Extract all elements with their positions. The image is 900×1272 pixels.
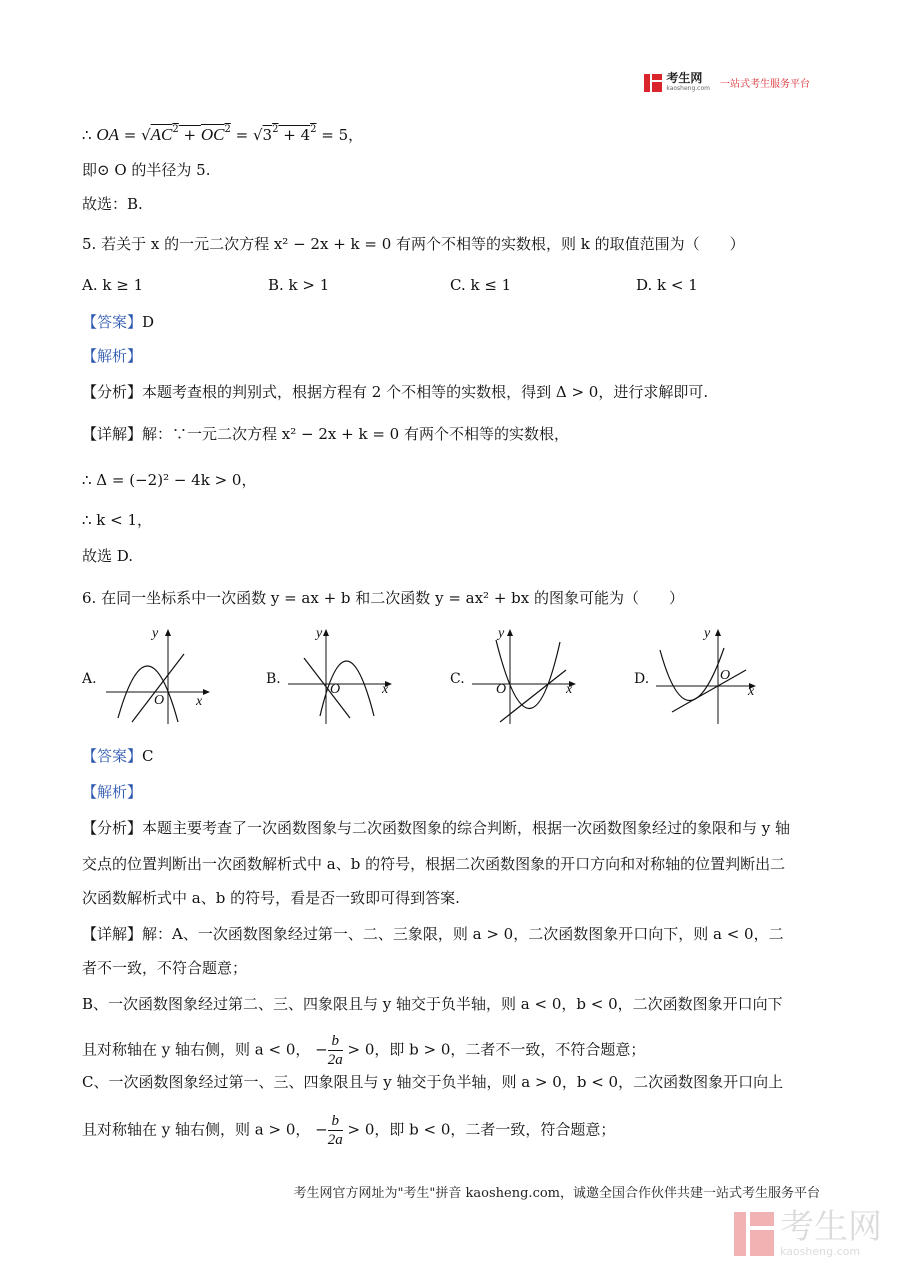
q5-end: 故选 D. [82, 547, 134, 565]
graph-a [104, 626, 214, 726]
q6-analysis-tag: 【解析】 [82, 783, 143, 801]
q6-fenxi-1 [82, 818, 790, 838]
watermark-sub: kaosheng.com [780, 1245, 861, 1258]
q6-answer-value: C [142, 747, 154, 765]
q6-detail-b-1: B、一次函数图象经过第二、三、四象限且与 y 轴交于负半轴，则 a < 0，b < 0，二次函数图象开口向下 [82, 995, 783, 1013]
q6-fenxi-text-1: 本题主要考查了一次函数图象与二次函数图象的综合判断，根据一次函数图象经过的象限和与 y 轴 [142, 819, 791, 837]
q5-step2: ∴ k < 1， [82, 511, 153, 529]
q6-detail-b-2: 且对称轴在 y 轴右侧，则 a < 0， − $\frac{b}{2a}$ > 0，即 b > 0，二者不一致，不符合题意； [82, 1033, 646, 1068]
graph-d-y: y [704, 626, 711, 641]
q6-detail-c-2: 且对称轴在 y 轴右侧，则 a > 0， − $\frac{b}{2a}$ > 0，即 b < 0，二者一致，符合题意； [82, 1113, 616, 1148]
graph-b-label: B. [266, 671, 281, 687]
q6-stem: 6. 在同一坐标系中一次函数 y = ax + b 和二次函数 y = ax² + bx 的图象可能为（ ） [82, 589, 685, 607]
q6-c-fraction [328, 1112, 343, 1149]
q5-stem: 5. 若关于 x 的一元二次方程 x² − 2x + k = 0 有两个不相等的实数根，则 k 的取值范围为（ ） [82, 235, 745, 253]
q5-step1: ∴ Δ = (−2)² − 4k > 0， [82, 471, 257, 489]
watermark-text: 考生网 [780, 1207, 882, 1247]
graph-a-y: y [152, 626, 159, 641]
q6-detail-c-2a: 且对称轴在 y 轴右侧，则 a > 0， [82, 1120, 311, 1139]
q6-detail-c-2b: > 0，即 b < 0，二者一致，符合题意； [347, 1120, 616, 1139]
q6-answer [82, 746, 154, 766]
q5-xiangjie-text: 解：∵一元二次方程 x² − 2x + k = 0 有两个不相等的实数根， [142, 425, 569, 443]
q6-detail-a-1 [82, 924, 784, 944]
logo-sub: kaosheng.com [666, 85, 710, 92]
q6-detail-a-2: 者不一致，不符合题意； [82, 959, 248, 977]
graph-a-label: A. [82, 671, 97, 687]
q6-c-frac-den: 2a [327, 1132, 343, 1148]
graph-c-x: x [566, 682, 573, 697]
q6-fenxi-3: 次函数解析式中 a、b 的符号，看是否一致即可得到答案. [82, 889, 460, 907]
graph-b [286, 626, 396, 726]
q6-fenxi-tag: 【分析】 [82, 819, 143, 837]
graph-c [470, 626, 580, 726]
q5-answer [82, 312, 154, 332]
q5-answer-tag: 【答案】 [82, 313, 143, 331]
q4-radius: 即⊙ O 的半径为 5. [82, 161, 211, 179]
q6-xiangjie-tag: 【详解】 [82, 925, 143, 943]
q5-option-d: D. k < 1 [636, 276, 698, 294]
q6-detail-b-2a: 且对称轴在 y 轴右侧，则 a < 0， [82, 1040, 311, 1059]
q4-step: ∴ OA = $√AC^2 + OC^2 = √3^2 + 4^2 = 5$， [82, 124, 364, 144]
graph-a-origin: O [154, 693, 165, 708]
q6-b-fraction [328, 1032, 343, 1069]
graph-d-x: x [748, 684, 755, 699]
graph-c-label: C. [450, 671, 465, 687]
watermark-logo-icon [734, 1212, 774, 1256]
graph-b-x: x [382, 682, 389, 697]
q5-answer-value: D [142, 313, 155, 331]
q5-fenxi [82, 382, 708, 402]
q6-answer-tag: 【答案】 [82, 747, 143, 765]
header-slogan: 一站式考生服务平台 [720, 79, 810, 90]
q5-option-c: C. k ≤ 1 [450, 276, 512, 294]
q6-b-frac-num: b [328, 1032, 343, 1051]
logo-text: 考生网 [666, 71, 703, 85]
graph-b-origin: O [330, 682, 341, 697]
graph-d-label: D. [634, 671, 650, 687]
q5-analysis-tag: 【解析】 [82, 347, 143, 365]
page-footer: 考生网官方网址为"考生"拼音 kaosheng.com，诚邀全国合作伙伴共建一站式考生服务平台 [293, 1186, 820, 1201]
graph-b-y: y [316, 626, 323, 641]
logo-text-block [666, 72, 710, 93]
header-brand [644, 72, 810, 93]
q5-fenxi-text: 本题考查根的判别式，根据方程有 2 个不相等的实数根，得到 Δ > 0，进行求解即可. [142, 383, 709, 401]
q6-fenxi-2: 交点的位置判断出一次函数解析式中 a、b 的符号，根据二次函数图象的开口方向和对称轴的位置判断出二 [82, 855, 786, 873]
graph-c-y: y [498, 626, 505, 641]
q4-choice: 故选：B. [82, 195, 143, 213]
watermark [734, 1209, 882, 1258]
q5-xiangjie [82, 424, 569, 444]
q6-detail-a-text: 解：A、一次函数图象经过第一、二、三象限，则 a > 0，二次函数图象开口向下，则 a < 0，二 [142, 925, 784, 943]
q6-c-frac-num: b [328, 1112, 343, 1131]
q5-option-a: A. k ≥ 1 [82, 276, 144, 294]
q6-b-frac-den: 2a [327, 1052, 343, 1068]
q5-fenxi-tag: 【分析】 [82, 383, 143, 401]
q5-option-b: B. k > 1 [268, 276, 330, 294]
q6-detail-c-1: C、一次函数图象经过第一、三、四象限且与 y 轴交于负半轴，则 a > 0，b < 0，二次函数图象开口向上 [82, 1073, 784, 1091]
q6-detail-b-2b: > 0，即 b > 0，二者不一致，不符合题意； [347, 1040, 646, 1059]
graph-c-origin: O [496, 682, 507, 697]
graph-a-x: x [196, 694, 203, 709]
q5-xiangjie-tag: 【详解】 [82, 425, 143, 443]
watermark-text-block [780, 1209, 882, 1258]
kaosheng-logo-icon [644, 74, 662, 92]
graph-d-origin: O [720, 668, 731, 683]
